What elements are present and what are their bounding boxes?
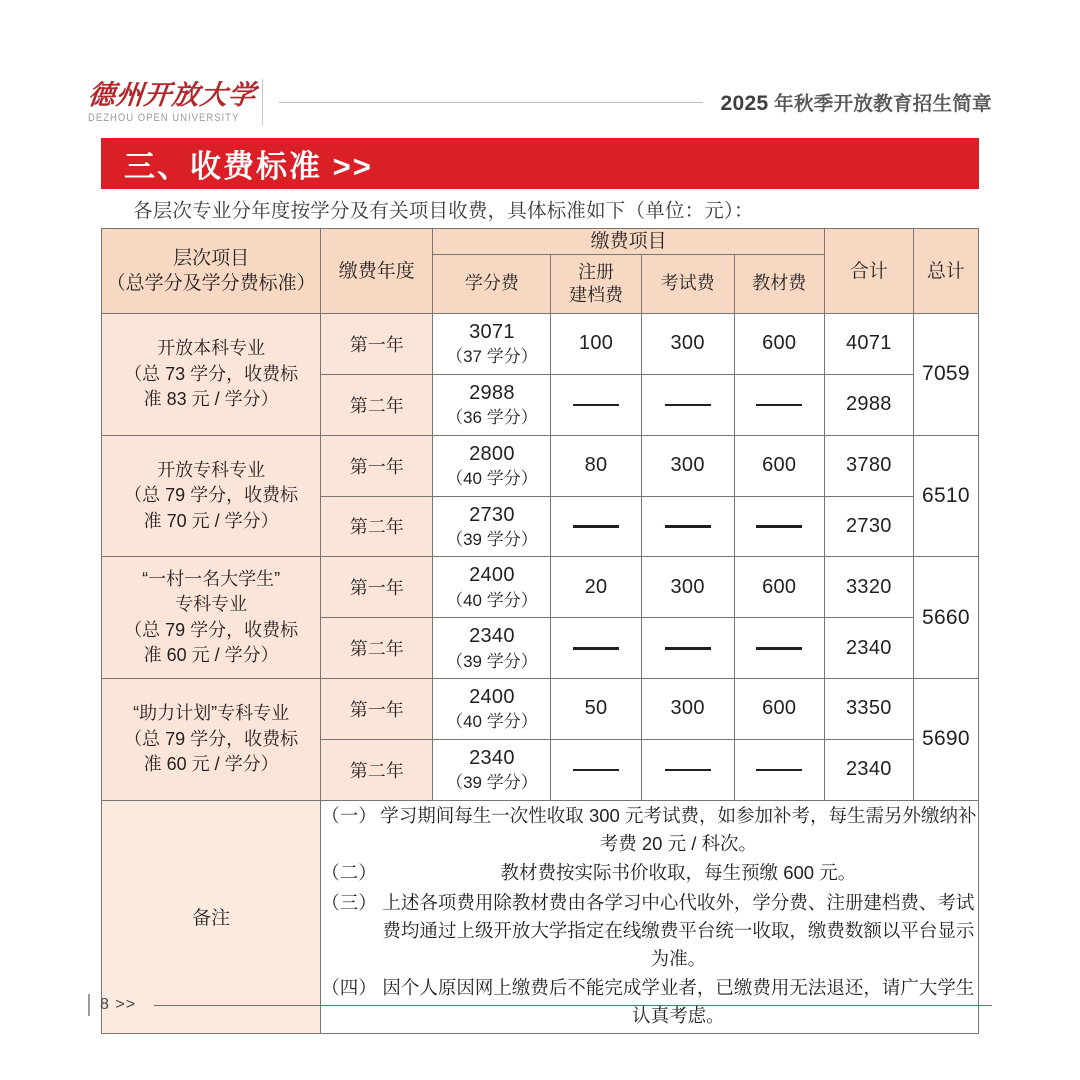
exam-fee-cell: 300 <box>641 314 734 375</box>
credit-fee-credits: （36 学分） <box>446 408 538 428</box>
note-text: 学习期间每生一次性收取 300 元考试费，如参加补考，每生需另外缴纳补考费 20 元 / 科次。 <box>380 805 977 855</box>
credit-fee-credits: （39 学分） <box>446 651 538 671</box>
grand-total-cell: 5660 <box>913 557 978 679</box>
header-cell-exam-fee: 考试费 <box>641 255 734 314</box>
subtotal-cell: 2730 <box>824 496 913 557</box>
register-fee-cell: 50 <box>551 679 641 740</box>
empty-dash-icon <box>665 769 711 772</box>
note-index: （一） <box>321 805 377 827</box>
level-line-4: 准 60 元 / 学分） <box>143 645 279 666</box>
register-fee-cell <box>551 739 641 800</box>
credit-fee-credits: （40 学分） <box>446 469 538 489</box>
note-item <box>321 889 978 973</box>
level-cell-village-student <box>102 557 321 679</box>
document-footer <box>88 992 992 1018</box>
year-cell: 第二年 <box>321 374 433 435</box>
empty-dash-icon <box>665 647 711 650</box>
grand-total-cell: 7059 <box>913 314 978 436</box>
book-fee-cell <box>734 374 824 435</box>
credit-fee-amount: 2400 <box>469 564 515 587</box>
note-text: 教材费按实际书价收取，每生预缴 600 元。 <box>500 862 857 884</box>
level-line-1: 开放本科专业 <box>157 338 266 359</box>
level-line-1: “一村一名大学生” <box>142 568 281 589</box>
header-cell-subtotal: 合计 <box>824 229 913 314</box>
exam-fee-cell <box>641 739 734 800</box>
register-fee-cell <box>551 496 641 557</box>
header-cell-grand-total: 总计 <box>913 229 978 314</box>
document-title-text: 年秋季开放教育招生简章 <box>768 93 992 115</box>
level-line-2: （总 79 学分，收费标 <box>124 485 299 506</box>
credit-fee-cell <box>433 435 551 496</box>
year-cell: 第一年 <box>321 679 433 740</box>
subtotal-cell: 3320 <box>824 557 913 618</box>
level-line-3: 准 70 元 / 学分） <box>143 510 279 531</box>
book-fee-cell: 600 <box>734 435 824 496</box>
footer-tick-mark <box>88 994 90 1016</box>
credit-fee-amount: 2730 <box>469 503 515 526</box>
book-fee-cell: 600 <box>734 679 824 740</box>
subtotal-cell: 4071 <box>824 314 913 375</box>
subtotal-cell: 2340 <box>824 739 913 800</box>
book-fee-cell <box>734 739 824 800</box>
credit-fee-cell <box>433 374 551 435</box>
table-header-row-1 <box>102 229 979 255</box>
header-level-line2: （总学分及学分费标准） <box>106 273 316 295</box>
credit-fee-cell <box>433 314 551 375</box>
credit-fee-cell <box>433 618 551 679</box>
exam-fee-cell: 300 <box>641 557 734 618</box>
exam-fee-cell: 300 <box>641 679 734 740</box>
credit-fee-credits: （39 学分） <box>446 529 538 549</box>
document-title <box>721 88 992 116</box>
note-index: （四） <box>321 976 377 998</box>
header-register-line1: 注册 <box>578 261 615 282</box>
notes-label-cell: 备注 <box>102 800 321 1033</box>
empty-dash-icon <box>573 525 619 528</box>
header-cell-credit-fee: 学分费 <box>433 255 551 314</box>
header-cell-book-fee: 教材费 <box>734 255 824 314</box>
register-fee-cell: 80 <box>551 435 641 496</box>
university-name-cn: 德州开放大学 <box>86 79 258 110</box>
credit-fee-cell <box>433 557 551 618</box>
register-fee-cell <box>551 374 641 435</box>
table-row <box>102 679 979 740</box>
year-cell: 第二年 <box>321 739 433 800</box>
header-cell-register-fee <box>551 255 641 314</box>
subtotal-cell: 3780 <box>824 435 913 496</box>
credit-fee-amount: 2800 <box>469 442 515 465</box>
table-row <box>102 557 979 618</box>
empty-dash-icon <box>665 404 711 407</box>
level-cell-associate <box>102 435 321 557</box>
document-title-year: 2025 <box>720 92 769 115</box>
exam-fee-cell: 300 <box>641 435 734 496</box>
empty-dash-icon <box>756 769 802 772</box>
table-row <box>102 435 979 496</box>
level-cell-undergraduate <box>102 314 321 436</box>
level-line-2: 专科专业 <box>175 594 248 615</box>
header-cell-level <box>102 229 321 314</box>
grand-total-cell: 6510 <box>913 435 978 557</box>
year-cell: 第一年 <box>321 314 433 375</box>
book-fee-cell: 600 <box>734 314 824 375</box>
exam-fee-cell <box>641 618 734 679</box>
credit-fee-amount: 3071 <box>469 321 515 344</box>
register-fee-cell: 20 <box>551 557 641 618</box>
note-item <box>321 802 978 858</box>
level-line-3: 准 83 元 / 学分） <box>143 389 279 410</box>
level-cell-support-plan <box>102 679 321 801</box>
empty-dash-icon <box>756 647 802 650</box>
level-line-1: “助力计划”专科专业 <box>133 703 290 724</box>
empty-dash-icon <box>573 769 619 772</box>
footer-rule <box>154 1005 992 1006</box>
page-number: 8 >> <box>100 996 137 1013</box>
credit-fee-cell <box>433 679 551 740</box>
section-banner <box>101 138 979 189</box>
university-logo <box>88 81 256 123</box>
table-row <box>102 314 979 375</box>
level-line-3: 准 60 元 / 学分） <box>143 754 279 775</box>
empty-dash-icon <box>573 404 619 407</box>
section-banner-title: 三、收费标准 >> <box>124 149 373 184</box>
header-level-line1: 层次项目 <box>173 247 250 269</box>
credit-fee-credits: （37 学分） <box>446 347 538 367</box>
note-item <box>321 859 978 887</box>
level-line-2: （总 73 学分，收费标 <box>124 363 299 384</box>
empty-dash-icon <box>573 647 619 650</box>
year-cell: 第一年 <box>321 557 433 618</box>
note-text: 上述各项费用除教材费由各学习中心代收外，学分费、注册建档费、考试费均通过上级开放大学指定在线缴费平台统一收取，缴费数额以平台显示为准。 <box>382 891 975 969</box>
credit-fee-cell <box>433 739 551 800</box>
header-cell-fee-items: 缴费项目 <box>433 229 824 255</box>
year-cell: 第一年 <box>321 435 433 496</box>
university-name-en: DEZHOU OPEN UNIVERSITY <box>88 112 240 125</box>
exam-fee-cell <box>641 374 734 435</box>
note-text: 因个人原因网上缴费后不能完成学业者，已缴费用无法退还，请广大学生认真考虑。 <box>382 976 975 1027</box>
subtotal-cell: 2340 <box>824 618 913 679</box>
credit-fee-amount: 2988 <box>469 381 515 404</box>
exam-fee-cell <box>641 496 734 557</box>
book-fee-cell: 600 <box>734 557 824 618</box>
level-line-1: 开放专科专业 <box>157 459 266 480</box>
register-fee-cell: 100 <box>551 314 641 375</box>
credit-fee-credits: （40 学分） <box>446 712 538 732</box>
credit-fee-amount: 2400 <box>469 686 515 709</box>
subtotal-cell: 2988 <box>824 374 913 435</box>
empty-dash-icon <box>756 525 802 528</box>
level-line-3: （总 79 学分，收费标 <box>124 619 299 640</box>
credit-fee-credits: （39 学分） <box>446 773 538 793</box>
grand-total-cell: 5690 <box>913 679 978 801</box>
subtotal-cell: 3350 <box>824 679 913 740</box>
credit-fee-amount: 2340 <box>469 625 515 648</box>
document-header <box>88 74 992 130</box>
empty-dash-icon <box>756 404 802 407</box>
fee-standard-table <box>101 228 979 1034</box>
credit-fee-cell <box>433 496 551 557</box>
year-cell: 第二年 <box>321 618 433 679</box>
credit-fee-amount: 2340 <box>469 746 515 769</box>
credit-fee-credits: （40 学分） <box>446 590 538 610</box>
header-cell-year: 缴费年度 <box>321 229 433 314</box>
year-cell: 第二年 <box>321 496 433 557</box>
book-fee-cell <box>734 618 824 679</box>
note-index: （二） <box>321 862 377 884</box>
header-register-line2: 建档费 <box>569 285 624 306</box>
intro-paragraph: 各层次专业分年度按学分及有关项目收费，具体标准如下（单位：元）： <box>133 200 754 222</box>
note-index: （三） <box>321 891 377 913</box>
book-fee-cell <box>734 496 824 557</box>
level-line-2: （总 79 学分，收费标 <box>124 728 299 749</box>
header-vertical-divider <box>262 79 263 125</box>
empty-dash-icon <box>665 525 711 528</box>
header-horizontal-rule <box>279 102 703 103</box>
register-fee-cell <box>551 618 641 679</box>
